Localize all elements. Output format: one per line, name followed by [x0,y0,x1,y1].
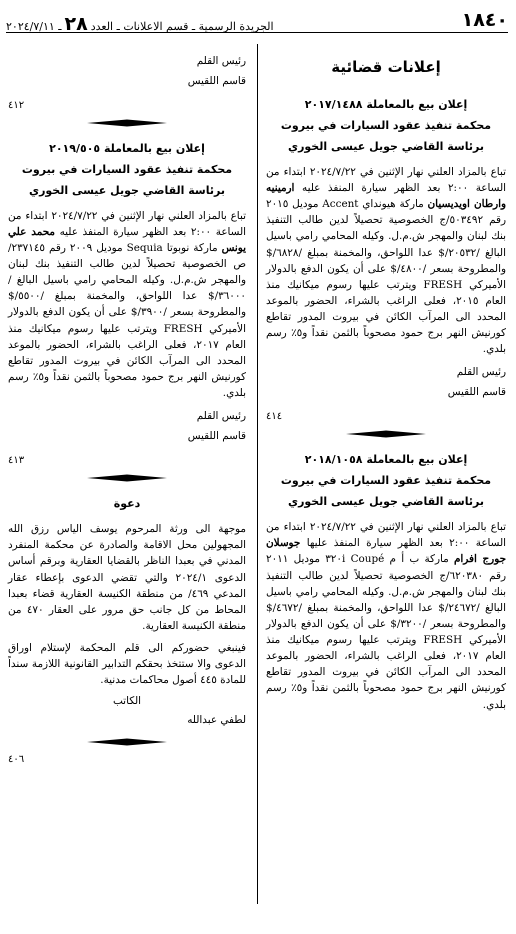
signature [8,407,246,447]
signature-name: قاسم اللقيس [187,74,246,87]
gazette-title-text: الجريدة الرسمية ـ قسم الاعلانات ـ العدد [90,20,274,33]
signature [8,692,246,712]
ad-title: دعوة [113,497,141,511]
column-divider [257,44,258,904]
divider-ornament-icon [87,119,167,127]
ad-body [266,519,506,713]
divider-ornament [266,430,506,438]
ad-title: إعلان بيع بالمعاملة ٢٠١٨/١٠٥٨ [304,453,468,467]
ad-sale-505 [8,139,246,468]
ad-sale-1058 [266,450,506,712]
issue-date: ـ ٢٠٢٤/٧/١١ [6,20,62,33]
divider-ornament [8,474,246,482]
signature-name: لطفي عبدالله [187,714,246,727]
signature-title: رئيس القلم [196,55,246,67]
ad-body-text: ماركة هيونداي Accent موديل ٢٠١٥ رقم ٥٠٣٤٩٢/ج الخصوصية تحصيلاً لدين طالب التنفيذ بنك لبنان والمهجر ش.م.ل. وكيله المحامي رامي باسيل البالغ /٢٠٥٣٢/$ عدا اللواحق، والمخمنة بمبلغ /٦٨٢٨/$ والمطروحة بسعر /٤٨٠٠/$ على أن يكون الدفع بالدولار الأميركي FRESH ويترتب عليها رسوم ميكانيك منذ العام ٢٠١٥، فعلى الراغب بالشراء، الحضور بالموعد المحدد الى المرآب الكائن في بيروت المدور تقاطع كورنيش النهر برج حمود مصحوباً بالثمن نقداً و٥٪ رسم بلدي. [266,198,507,356]
summons-paragraph-1: موجهة الى ورثة المرحوم يوسف الياس رزق الله المجهولين محل الاقامة والصادرة عن محكمة المنفرد المدني في بعبدا الناظر بالقضايا العقارية وبرقم أساس الدعوى ٢٠٢٤/١ والتي تقضي الدعوى بإعطاء عقار المدعي ٤٦٩/ من منطقة الكنيسة العقارية قضاء بعبدا المحاط من كل جانب حق مرور على العقار ٤٧٠ من منطقة الكنيسة العقارية. [8,523,246,632]
ad-reference-number: ٤١٤ [266,410,283,422]
ad-body-text: تباع بالمزاد العلني نهار الإثنين في ٢٠٢٤/٧/٢٢ ابتداء من الساعة ٢:٠٠ بعد الظهر سيارة المنفذ عليه [266,165,506,195]
ad-judge: برئاسة القاضي جويل عيسى الخوري [29,183,225,197]
signature [8,52,246,92]
ad-court: محكمة تنفيذ عقود السيارات في بيروت [21,162,233,176]
ad-reference-number: ٤١٢ [8,99,25,111]
debtor-name: جوسلان جورج افرام [266,537,506,566]
ad-court: محكمة تنفيذ عقود السيارات في بيروت [280,119,492,133]
page-number: ١٨٤٠ [461,9,508,31]
ad-reference-number: ٤١٣ [8,454,25,466]
section-title: إعلانات قضائية [331,58,441,76]
debtor-name: ارمينيه وارطان اويديسيان [266,182,507,211]
ad-body [266,164,506,358]
issue-number: ٢٨ [64,13,88,35]
ad-body [8,208,246,402]
divider-ornament [8,119,246,127]
ad-title: إعلان بيع بالمعاملة ٢٠١٩/٥٠٥ [49,142,205,156]
signature-name: قاسم اللقيس [447,386,506,399]
left-column [8,44,246,928]
ad-title: إعلان بيع بالمعاملة ٢٠١٧/١٤٨٨ [304,98,468,112]
ad-reference-number: ٤٠٦ [8,754,25,766]
ad-judge: برئاسة القاضي جويل عيسى الخوري [288,140,484,154]
right-column [266,44,506,928]
signature-name: قاسم اللقيس [187,429,246,442]
signature-title: رئيس القلم [456,366,506,379]
ad-judge: برئاسة القاضي جويل عيسى الخوري [288,495,484,509]
ad-body-text: ماركة ب أ م Coupé ٣٢٠i موديل ٢٠١١ رقم ٦٢٠٣٨٠/ج الخصوصية تحصيلاً لدين طالب التنفيذ بنك لبنان والمهجر ش.م.ل. وكيله المحامي رامي باسيل البالغ /٢٤٦٧٢/$ عدا اللواحق، والمخمنة بمبلغ /٤٦٧٢/$ والمطروحة بسعر /٣٢٠٠/$ على أن يكون الدفع بالدولار الأميركي FRESH ويترتب عليها رسوم ميكانيك منذ العام ٢٠١٧، فعلى الراغب بالشراء، الحضور بالموعد المحدد الى المرآب الكائن في بيروت المدور تقاطع كورنيش النهر برج حمود مصحوباً بالثمن نقداً و٥٪ رسم بلدي. [266,553,507,711]
divider-ornament-icon [87,738,167,746]
gazette-title [6,10,274,39]
divider-ornament-icon [87,474,167,482]
ad-summons [8,494,246,768]
signature [266,363,506,403]
signature-title: رئيس القلم [196,410,246,423]
page-header [6,6,508,33]
divider-ornament [8,738,246,746]
signature-title: الكاتب [112,695,142,708]
divider-ornament-icon [346,430,426,438]
debtor-name: محمد علي يونس [8,225,246,254]
ad-body-text: ماركة نوبوتا Sequia موديل ٢٠٠٩ رقم ٢٣٧١٤٥/ص الخصوصية تحصيلاً لدين طالب التنفيذ بنك لبنان والمهجر ش.م.ل. وكيله المحامي رامي باسيل البالغ /٣٦٠٠٠/$ عدا اللواحق، والمخمنة بمبلغ /٥٥٠٠/$ والمطروحة بسعر /٣٩٠٠/$ على أن يكون الدفع بالدولار الأميركي FRESH ويترتب عليها رسوم ميكانيك منذ العام ٢٠١٧، فعلى الراغب بالشراء، الحضور بالموعد المحدد الى المرآب الكائن في بيروت المدور تقاطع كورنيش النهر برج حمود مصحوباً بالثمن نقداً و٥٪ رسم بلدي. [8,241,246,400]
ad-body-text: تباع بالمزاد العلني نهار الإثنين في ٢٠٢٤/٧/٢٢ ابتداء من الساعة ٢:٠٠ بعد الظهر سيارة المنفذ عليها [266,521,507,550]
summons-paragraph-2: فينبغي حضوركم الى قلم المحكمة لإستلام اوراق الدعوى والا ستتخذ بحقكم التدابير القانونية اللازمة سنداً للمادة ٤٤٥ أصول محاكمات مدنية. [8,642,246,687]
ad-court: محكمة تنفيذ عقود السيارات في بيروت [280,474,492,488]
ad-sale-1488 [266,95,506,424]
ad-body-text: تباع بالمزاد العلني نهار الإثنين في ٢٠٢٤/٧/٢٢ ابتداء من الساعة ٢:٠٠ بعد الظهر سيارة المنفذ عليه [8,209,247,238]
